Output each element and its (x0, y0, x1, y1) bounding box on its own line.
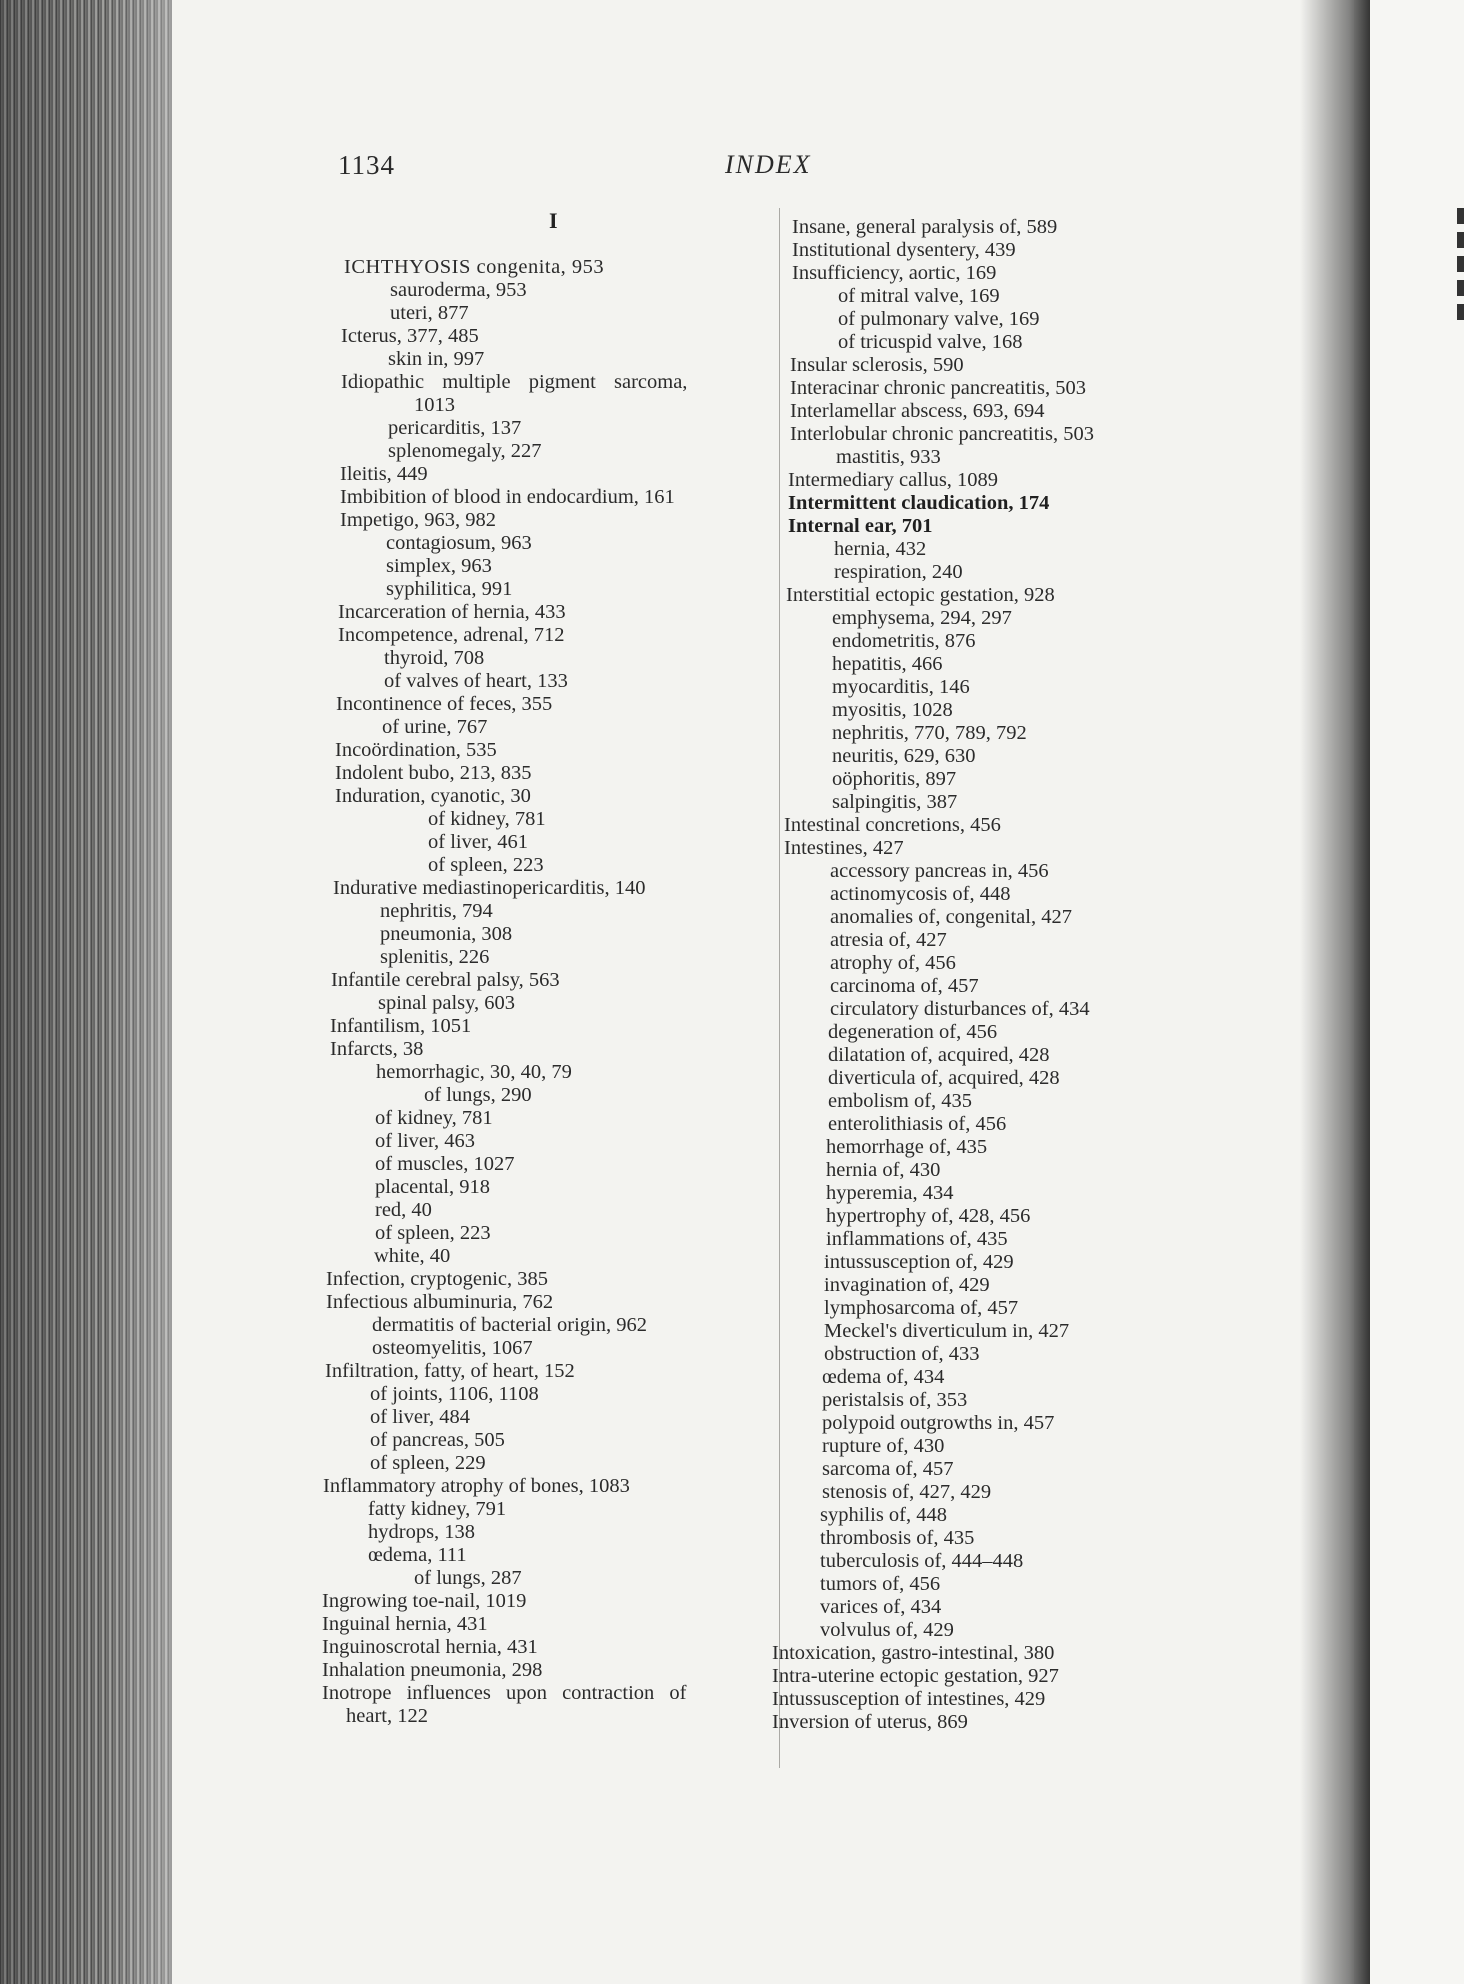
index-entry: contagiosum, 963 (386, 532, 532, 554)
facing-page-text-fragments (1457, 208, 1464, 328)
index-entry: anomalies of, congenital, 427 (830, 906, 1072, 928)
index-entry: embolism of, 435 (828, 1090, 973, 1112)
index-entry: Ingrowing toe-nail, 1019 (322, 1590, 527, 1612)
index-entry: Induration, cyanotic, 30 (335, 785, 531, 807)
index-entry: pericarditis, 137 (388, 417, 522, 439)
index-entry: of lungs, 290 (424, 1084, 532, 1106)
index-entry: white, 40 (374, 1245, 451, 1267)
index-entry: respiration, 240 (834, 561, 963, 583)
index-entry: diverticula of, acquired, 428 (828, 1067, 1060, 1089)
index-entry: hyperemia, 434 (826, 1182, 954, 1204)
index-entry: of spleen, 229 (370, 1452, 486, 1474)
index-entry: of kidney, 781 (375, 1107, 493, 1129)
index-entry: Internal ear, 701 (788, 515, 933, 537)
page-number: 1134 (338, 150, 395, 180)
index-entry: 1013 (414, 394, 455, 416)
index-entry: inflammations of, 435 (826, 1228, 1008, 1250)
index-entry: tuberculosis of, 444–448 (820, 1550, 1024, 1572)
index-entry: circulatory disturbances of, 434 (830, 998, 1090, 1020)
index-entry: ICHTHYOSIS congenita, 953 (344, 256, 605, 278)
index-entry: Idiopathic multiple pigment sarcoma, (341, 371, 688, 393)
index-entry: tumors of, 456 (820, 1573, 941, 1595)
index-entry: osteomyelitis, 1067 (372, 1337, 533, 1359)
index-entry: Imbibition of blood in endocardium, 161 (340, 486, 675, 508)
index-entry: Infantilism, 1051 (330, 1015, 472, 1037)
index-entry: hepatitis, 466 (832, 653, 943, 675)
index-entry: of spleen, 223 (428, 854, 544, 876)
index-entry: emphysema, 294, 297 (832, 607, 1012, 629)
index-entry: endometritis, 876 (832, 630, 976, 652)
index-entry: pneumonia, 308 (380, 923, 513, 945)
index-entry: Icterus, 377, 485 (341, 325, 479, 347)
index-entry: Intermediary callus, 1089 (788, 469, 999, 491)
index-entry: placental, 918 (375, 1176, 490, 1198)
index-entry: Inotrope influences upon contraction of (322, 1682, 687, 1704)
index-entry: Institutional dysentery, 439 (792, 239, 1016, 261)
index-entry: Interstitial ectopic gestation, 928 (786, 584, 1055, 606)
index-entry: Infantile cerebral palsy, 563 (331, 969, 560, 991)
index-entry: heart, 122 (346, 1705, 428, 1727)
index-entry: intussusception of, 429 (824, 1251, 1014, 1273)
index-entry: Intestines, 427 (784, 837, 904, 859)
index-entry: Impetigo, 963, 982 (340, 509, 497, 531)
index-entry: thrombosis of, 435 (820, 1527, 975, 1549)
index-entry: Infiltration, fatty, of heart, 152 (325, 1360, 575, 1382)
index-entry: peristalsis of, 353 (822, 1389, 968, 1411)
index-entry: accessory pancreas in, 456 (830, 860, 1049, 882)
index-entry: of liver, 484 (370, 1406, 470, 1428)
index-entry: Inhalation pneumonia, 298 (322, 1659, 543, 1681)
index-entry: of tricuspid valve, 168 (838, 331, 1023, 353)
index-entry: œdema of, 434 (822, 1366, 945, 1388)
index-entry: of joints, 1106, 1108 (370, 1383, 539, 1405)
index-entry: sauroderma, 953 (390, 279, 527, 301)
index-entry: carcinoma of, 457 (830, 975, 979, 997)
index-entry: Ileitis, 449 (340, 463, 428, 485)
index-entry: dilatation of, acquired, 428 (828, 1044, 1050, 1066)
index-entry: splenitis, 226 (380, 946, 490, 968)
index-entry: of urine, 767 (382, 716, 488, 738)
index-entry: Intoxication, gastro-intestinal, 380 (772, 1642, 1055, 1664)
index-entry: of liver, 461 (428, 831, 528, 853)
index-entry: myocarditis, 146 (832, 676, 970, 698)
index-entry: of lungs, 287 (414, 1567, 522, 1589)
index-entry: simplex, 963 (386, 555, 492, 577)
section-letter: I (549, 208, 558, 233)
book-page-edges (0, 0, 172, 1984)
index-entry: Intra-uterine ectopic gestation, 927 (772, 1665, 1059, 1687)
index-entry: of valves of heart, 133 (384, 670, 568, 692)
index-entry: oöphoritis, 897 (832, 768, 957, 790)
index-entry: of kidney, 781 (428, 808, 546, 830)
index-entry: hemorrhagic, 30, 40, 79 (376, 1061, 572, 1083)
index-entry: thyroid, 708 (384, 647, 485, 669)
index-entry: of mitral valve, 169 (838, 285, 1000, 307)
index-entry: invagination of, 429 (824, 1274, 990, 1296)
index-entry: dermatitis of bacterial origin, 962 (372, 1314, 647, 1336)
index-entry: syphilitica, 991 (386, 578, 513, 600)
column-divider (779, 208, 780, 1768)
index-entry: Indurative mediastinopericarditis, 140 (333, 877, 646, 899)
index-entry: Infarcts, 38 (330, 1038, 424, 1060)
index-entry: atresia of, 427 (830, 929, 947, 951)
index-entry: Inversion of uterus, 869 (772, 1711, 968, 1733)
index-entry: Inguinal hernia, 431 (322, 1613, 488, 1635)
index-entry: Insufficiency, aortic, 169 (792, 262, 997, 284)
index-entry: mastitis, 933 (836, 446, 941, 468)
gutter-shadow (1300, 0, 1370, 1984)
running-head: INDEX (725, 150, 812, 179)
index-entry: hydrops, 138 (368, 1521, 476, 1543)
index-entry: nephritis, 770, 789, 792 (832, 722, 1027, 744)
index-entry: Incarceration of hernia, 433 (338, 601, 566, 623)
index-entry: of liver, 463 (375, 1130, 475, 1152)
index-entry: neuritis, 629, 630 (832, 745, 976, 767)
index-entry: Interlobular chronic pancreatitis, 503 (790, 423, 1094, 445)
index-entry: Intestinal concretions, 456 (784, 814, 1001, 836)
index-entry: hernia, 432 (834, 538, 927, 560)
index-entry: Insane, general paralysis of, 589 (792, 216, 1058, 238)
index-entry: syphilis of, 448 (820, 1504, 947, 1526)
index-entry: varices of, 434 (820, 1596, 942, 1618)
index-entry: lymphosarcoma of, 457 (824, 1297, 1019, 1319)
index-entry: of muscles, 1027 (375, 1153, 515, 1175)
index-entry: of spleen, 223 (375, 1222, 491, 1244)
index-entry: actinomycosis of, 448 (830, 883, 1011, 905)
index-entry: rupture of, 430 (822, 1435, 945, 1457)
index-entry: degeneration of, 456 (828, 1021, 998, 1043)
index-entry: Incontinence of feces, 355 (336, 693, 553, 715)
index-entry: uteri, 877 (390, 302, 469, 324)
index-entry: Incompetence, adrenal, 712 (338, 624, 565, 646)
index-entry: Indolent bubo, 213, 835 (335, 762, 532, 784)
index-entry: volvulus of, 429 (820, 1619, 954, 1641)
index-entry: sarcoma of, 457 (822, 1458, 954, 1480)
index-entry: myositis, 1028 (832, 699, 953, 721)
index-entry: of pancreas, 505 (370, 1429, 505, 1451)
index-entry: obstruction of, 433 (824, 1343, 980, 1365)
index-entry: spinal palsy, 603 (378, 992, 516, 1014)
index-entry: hernia of, 430 (826, 1159, 941, 1181)
index-entry: Infectious albuminuria, 762 (326, 1291, 554, 1313)
index-entry: red, 40 (375, 1199, 432, 1221)
facing-page (1370, 0, 1464, 1984)
index-entry: Meckel's diverticulum in, 427 (824, 1320, 1070, 1342)
index-entry: fatty kidney, 791 (368, 1498, 507, 1520)
index-entry: nephritis, 794 (380, 900, 493, 922)
index-entry: Interlamellar abscess, 693, 694 (790, 400, 1045, 422)
index-entry: skin in, 997 (388, 348, 485, 370)
index-entry: salpingitis, 387 (832, 791, 958, 813)
index-entry: hemorrhage of, 435 (826, 1136, 988, 1158)
index-entry: stenosis of, 427, 429 (822, 1481, 992, 1503)
index-entry: Inflammatory atrophy of bones, 1083 (323, 1475, 630, 1497)
index-entry: polypoid outgrowths in, 457 (822, 1412, 1055, 1434)
index-entry: Intussusception of intestines, 429 (772, 1688, 1046, 1710)
index-entry: Incoördination, 535 (335, 739, 497, 761)
index-entry: Inguinoscrotal hernia, 431 (322, 1636, 538, 1658)
index-entry: Interacinar chronic pancreatitis, 503 (790, 377, 1086, 399)
index-entry: enterolithiasis of, 456 (828, 1113, 1007, 1135)
index-entry: splenomegaly, 227 (388, 440, 542, 462)
index-entry: atrophy of, 456 (830, 952, 956, 974)
index-entry: hypertrophy of, 428, 456 (826, 1205, 1031, 1227)
index-entry: œdema, 111 (368, 1544, 467, 1566)
index-entry: Intermittent claudication, 174 (788, 492, 1050, 514)
index-entry: Insular sclerosis, 590 (790, 354, 964, 376)
index-entry: of pulmonary valve, 169 (838, 308, 1040, 330)
index-entry: Infection, cryptogenic, 385 (326, 1268, 549, 1290)
